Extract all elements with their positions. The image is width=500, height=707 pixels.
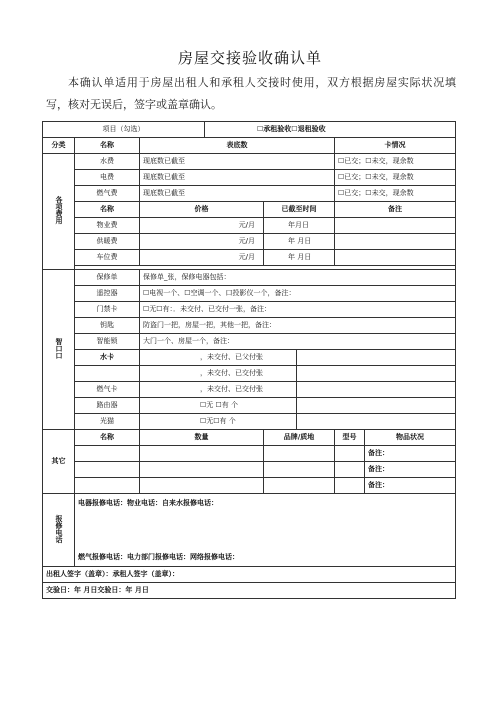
other-cell[interactable]: [140, 462, 264, 478]
service-note[interactable]: [335, 218, 456, 234]
meter-name: 水费: [75, 154, 140, 170]
item-row: [43, 318, 456, 334]
service-col-price: 价格: [140, 202, 264, 218]
item-desc[interactable]: 保修单_张，保修电器包括：: [140, 270, 456, 286]
service-name: 供暖费: [75, 234, 140, 250]
other-row: [43, 446, 456, 462]
power-card-note[interactable]: [297, 366, 456, 382]
item-desc[interactable]: ☐电视一个、☐空调一个、口投影仪一个，备注：: [140, 286, 456, 302]
gas-card-row: [43, 382, 456, 398]
item-name: 智能锁: [75, 334, 140, 350]
meter-row: [43, 154, 456, 170]
other-cell[interactable]: [75, 478, 140, 494]
router-name: 路由器: [75, 398, 140, 414]
meter-reading[interactable]: 现底数已截至: [140, 170, 335, 186]
service-note[interactable]: [335, 250, 456, 266]
item-row: [43, 270, 456, 286]
gas-card-name: 燃气卡: [75, 382, 140, 398]
other-row: [43, 478, 456, 494]
other-cell[interactable]: [140, 478, 264, 494]
service-date[interactable]: 年月日: [264, 218, 335, 234]
meter-row: [43, 186, 456, 202]
col-card: 卡情况: [335, 138, 456, 154]
col-name: 名称: [75, 138, 140, 154]
service-col-paid-until: 已截至时间: [264, 202, 335, 218]
col-category: 分类: [43, 138, 75, 154]
project-checkbox-options[interactable]: ☐承租验收☐退租验收: [205, 122, 456, 138]
item-row: [43, 286, 456, 302]
power-card-status[interactable]: ，未交付、已交付张: [140, 366, 297, 382]
project-label: 项目（勾选）: [43, 122, 205, 138]
modem-status[interactable]: ☐无☐有 个: [140, 414, 297, 430]
other-cell[interactable]: [264, 446, 335, 462]
handover-dates[interactable]: 交验日：年 月日交验日：年 月日: [43, 583, 456, 599]
service-col-note: 备注: [335, 202, 456, 218]
other-col-status: 物品状况: [365, 430, 456, 446]
service-date[interactable]: 年 月日: [264, 250, 335, 266]
repair-line-2: 燃气报修电话：电力部门报修电话：网络报修电话：: [78, 553, 239, 561]
router-note[interactable]: [297, 398, 456, 414]
item-row: [43, 302, 456, 318]
project-row: [43, 122, 456, 138]
meter-row: [43, 170, 456, 186]
other-col-model: 型号: [335, 430, 365, 446]
other-note[interactable]: 备注：: [365, 462, 456, 478]
other-cell[interactable]: [335, 462, 365, 478]
other-header-row: [43, 430, 456, 446]
meter-name: 电费: [75, 170, 140, 186]
repair-row: [43, 494, 456, 567]
item-desc[interactable]: 防盗门一把，房屋一把，其他一把，备注：: [140, 318, 456, 334]
service-date[interactable]: 年 月日: [264, 234, 335, 250]
fees-section-label: 各项费用: [43, 154, 75, 270]
service-row: [43, 234, 456, 250]
item-name: 钥匙: [75, 318, 140, 334]
gas-card-status[interactable]: ，未交付、已交付张: [140, 382, 297, 398]
gas-card-note[interactable]: [297, 382, 456, 398]
item-name: 门禁卡: [75, 302, 140, 318]
date-row: [43, 583, 456, 599]
meter-reading[interactable]: 现底数已截至: [140, 154, 335, 170]
water-card-row: [43, 350, 456, 366]
meter-name: 燃气费: [75, 186, 140, 202]
signatures[interactable]: 出租人签字（盖章）：承租人签字（盖章）：: [43, 567, 456, 583]
handover-form-table: [42, 121, 456, 599]
other-cell[interactable]: [75, 446, 140, 462]
power-card-name: [75, 366, 140, 382]
item-name: 保修单: [75, 270, 140, 286]
water-card-name: 水卡: [75, 350, 140, 366]
service-note[interactable]: [335, 234, 456, 250]
repair-phones[interactable]: [75, 494, 456, 567]
service-price[interactable]: 元/月: [140, 234, 264, 250]
meter-card-status[interactable]: ☐已交；☐未交，现余数: [335, 186, 456, 202]
other-col-qty: 数量: [140, 430, 264, 446]
router-status[interactable]: ☐无 ☐有 个: [140, 398, 297, 414]
power-card-row: [43, 366, 456, 382]
item-row: [43, 334, 456, 350]
repair-section-label: 报修电话: [43, 494, 75, 567]
service-row: [43, 250, 456, 266]
meter-reading[interactable]: 现底数已截至: [140, 186, 335, 202]
other-note[interactable]: 备注：: [365, 446, 456, 462]
signature-row: [43, 567, 456, 583]
modem-name: 光猫: [75, 414, 140, 430]
items-section-label: 智口口: [43, 270, 75, 430]
col-meter: 表底数: [140, 138, 335, 154]
repair-line-1: 电器报修电话：物业电话：自来水报修电话：: [78, 499, 218, 507]
other-cell[interactable]: [264, 462, 335, 478]
item-name: 遥控器: [75, 286, 140, 302]
intro-paragraph: 本确认单适用于房屋出租人和承租人交接时使用，双方根据房屋实际状况填 写，核对无误后，签字或盖章确认。: [46, 76, 456, 111]
service-row: [43, 218, 456, 234]
other-row: [43, 462, 456, 478]
other-cell[interactable]: [140, 446, 264, 462]
water-card-note[interactable]: [297, 350, 456, 366]
service-name: 物业费: [75, 218, 140, 234]
item-desc[interactable]: 大门一个、房屋一个，备注：: [140, 334, 456, 350]
other-cell[interactable]: [264, 478, 335, 494]
router-row: [43, 398, 456, 414]
other-cell[interactable]: [75, 462, 140, 478]
item-desc[interactable]: ☐无☐有：．未交付、已交付一张，备注：: [140, 302, 456, 318]
meter-card-status[interactable]: ☐已交；☐未交，现余数: [335, 154, 456, 170]
page-title: 房屋交接验收确认单: [177, 49, 322, 67]
modem-row: [43, 414, 456, 430]
service-name: 车位费: [75, 250, 140, 266]
other-note[interactable]: 备注：: [365, 478, 456, 494]
service-col-name: 名称: [75, 202, 140, 218]
water-card-status[interactable]: ，未交付、已父付张: [140, 350, 297, 366]
other-cell[interactable]: [335, 478, 365, 494]
service-header-row: [43, 202, 456, 218]
other-col-name: 名称: [75, 430, 140, 446]
service-price[interactable]: 元/月: [140, 250, 264, 266]
service-price[interactable]: 元/月: [140, 218, 264, 234]
other-col-brand: 品牌/质地: [264, 430, 335, 446]
other-cell[interactable]: [335, 446, 365, 462]
other-section-label: 其它: [43, 430, 75, 494]
modem-note[interactable]: [297, 414, 456, 430]
meter-card-status[interactable]: ☐已交；☐未交，现余数: [335, 170, 456, 186]
header-row: [43, 138, 456, 154]
